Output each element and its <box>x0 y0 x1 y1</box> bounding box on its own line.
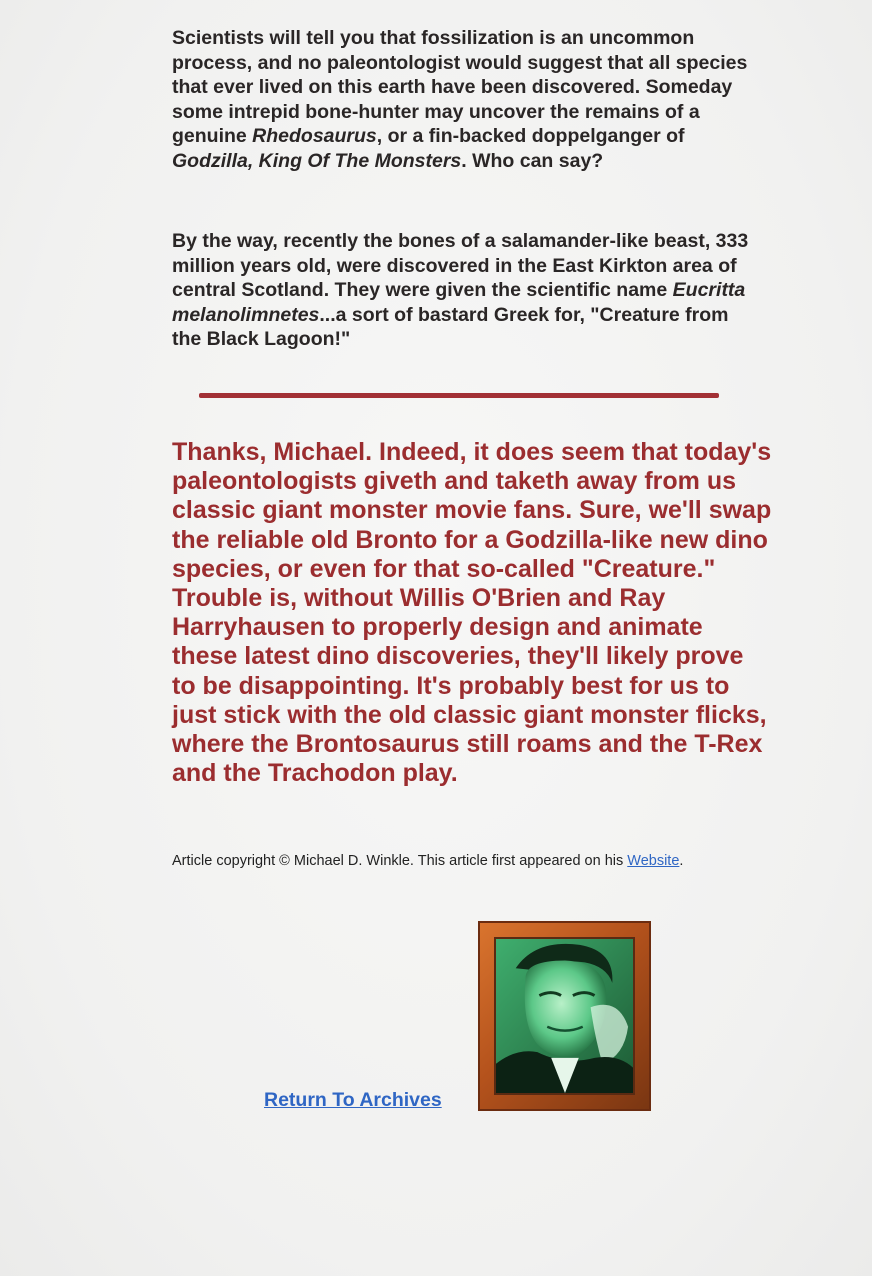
p1-seg-0: Scientists will tell you that fossilization is an uncommon process, and no paleontologist would suggest that all species that ever lived on this earth have been discovered. Someday some intrepid bone-hunter may uncover the remains of a genuine <box>172 27 748 147</box>
copyright-text: Article copyright © Michael D. Winkle. This article first appeared on his <box>172 853 628 869</box>
article-paragraph-1 <box>172 26 752 173</box>
p1-seg-4: . Who can say? <box>461 149 604 172</box>
return-to-archives-link[interactable]: Return To Archives <box>264 1089 442 1111</box>
article-paragraph-2 <box>172 229 752 352</box>
p1-seg-2: , or a fin-backed doppelganger of <box>376 125 685 147</box>
copyright-end: . <box>679 853 684 869</box>
p1-italic-godzilla: Godzilla, King Of The Monsters <box>172 149 462 172</box>
website-link[interactable]: Website <box>627 853 680 869</box>
p2-seg-2: ...a sort of bastard Greek for, "Creature from the Black Lagoon!" <box>172 303 729 350</box>
section-divider <box>199 393 719 398</box>
portrait-photo-icon <box>494 937 635 1095</box>
copyright-note <box>172 852 732 871</box>
editor-reply: Thanks, Michael. Indeed, it does seem that today's paleontologists giveth and taketh away from us classic giant monster movie fans. Sure, we'll swap the reliable old Bronto for a Godzilla-like new dino species, or even for that so-called "Creature." Trouble is, without Willis O'Brien and Ray Harryhausen to properly design and animate these latest dino discoveries, they'll likely prove to be disappointing. It's probably best for us to just stick with the old classic giant monster flicks, where the Brontosaurus still roams and the T-Rex and the Trachodon play. <box>172 438 772 788</box>
p1-italic-rhedosaurus: Rhedosaurus <box>252 125 377 147</box>
portrait-frame[interactable] <box>478 921 651 1111</box>
p2-italic-eucritta: Eucritta melanolimnetes <box>172 279 746 326</box>
p2-seg-0: By the way, recently the bones of a salamander-like beast, 333 million years old, were discovered in the East Kirkton area of central Scotland. They were given the scientific name <box>172 230 749 301</box>
